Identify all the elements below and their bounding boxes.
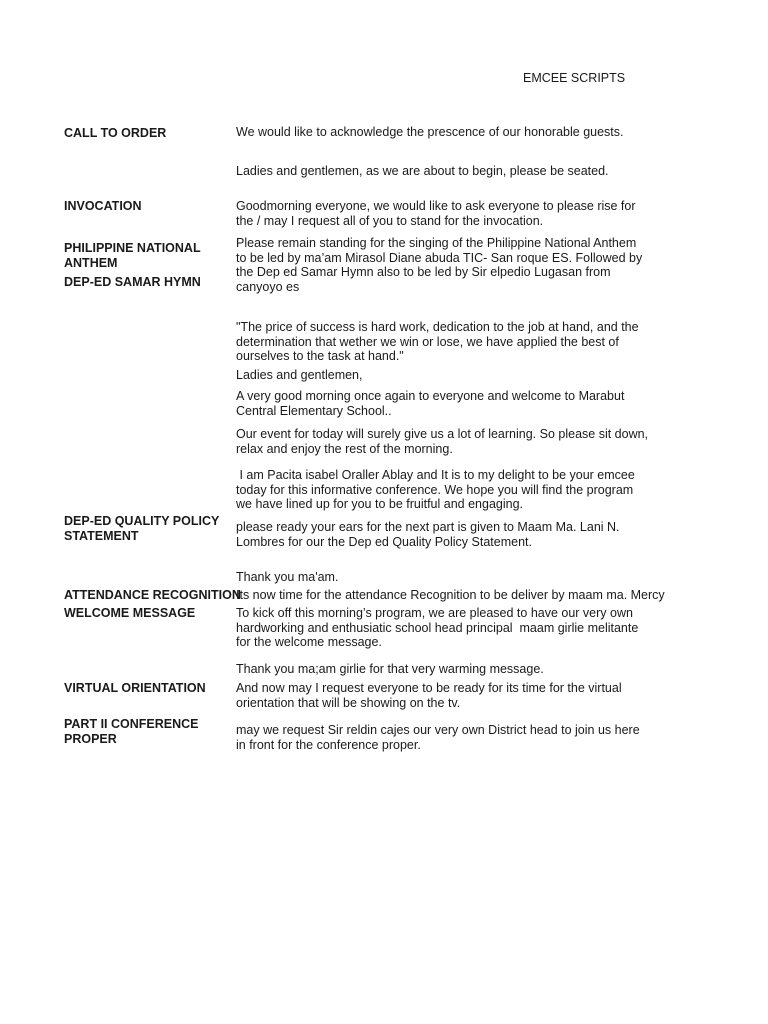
text-virtual-orientation: And now may I request everyone to be ready for its time for the virtual orientation that will be showing on the tv. xyxy=(236,681,626,710)
text-conference-proper: may we request Sir reldin cajes our very own District head to join us here in front for the conference proper. xyxy=(236,723,644,752)
text-emcee-intro: I am Pacita isabel Oraller Ablay and It is to my delight to be your emcee today for this informative conference. We hope you will find the program we have lined up for you to be fruitful and engaging. xyxy=(236,468,639,511)
text-invocation: Goodmorning everyone, we would like to ask everyone to please rise for the / may I request all of you to stand for the invocation. xyxy=(236,199,640,228)
text-attendance: Its now time for the attendance Recognition to be deliver by maam ma. Mercy xyxy=(236,588,665,602)
label-samar-hymn: DEP-ED SAMAR HYMN xyxy=(64,275,201,289)
label-attendance: ATTENDANCE RECOGNITION xyxy=(64,588,241,602)
text-please-be-seated: Ladies and gentlemen, as we are about to begin, please be seated. xyxy=(236,164,609,178)
document-title: EMCEE SCRIPTS xyxy=(523,71,626,85)
text-quality-policy: please ready your ears for the next part is given to Maam Ma. Lani N. Lombres for our the Dep ed Quality Policy Statement. xyxy=(236,520,624,549)
label-conference-proper: PART II CONFERENCE PROPER xyxy=(64,717,199,746)
label-virtual-orientation: VIRTUAL ORIENTATION xyxy=(64,681,206,695)
label-quality-policy: DEP-ED QUALITY POLICY STATEMENT xyxy=(64,514,220,543)
text-anthem: Please remain standing for the singing of the Philippine National Anthem to be led by ma’am Mirasol Diane abuda TIC- San roque ES. Followed by the Dep ed Samar Hymn also to be led by Sir elpedio Lugasan from canyoyo es xyxy=(236,236,646,294)
text-welcome-message: To kick off this morning’s program, we are pleased to have our very own hardworking and enthusiatic school head principal maam girlie melitante for the welcome message. xyxy=(236,606,642,649)
text-event: Our event for today will surely give us a lot of learning. So please sit down, relax and enjoy the rest of the morning. xyxy=(236,427,652,456)
text-quote: "The price of success is hard work, dedication to the job at hand, and the determination that wether we win or lose, we have applied the best of ourselves to the task at hand." xyxy=(236,320,643,363)
label-welcome-message: WELCOME MESSAGE xyxy=(64,606,196,620)
text-ladies-and-gentlemen: Ladies and gentlemen, xyxy=(236,368,363,382)
text-welcome-school: A very good morning once again to everyone and welcome to Marabut Central Elementary School.. xyxy=(236,389,628,418)
label-national-anthem: PHILIPPINE NATIONAL ANTHEM xyxy=(64,241,201,270)
label-invocation: INVOCATION xyxy=(64,199,142,213)
text-thank-you-maam: Thank you ma'am. xyxy=(236,570,339,584)
text-acknowledge-guests: We would like to acknowledge the prescence of our honorable guests. xyxy=(236,125,624,139)
text-thank-you-girlie: Thank you ma;am girlie for that very warming message. xyxy=(236,662,544,676)
label-call-to-order: CALL TO ORDER xyxy=(64,126,167,140)
